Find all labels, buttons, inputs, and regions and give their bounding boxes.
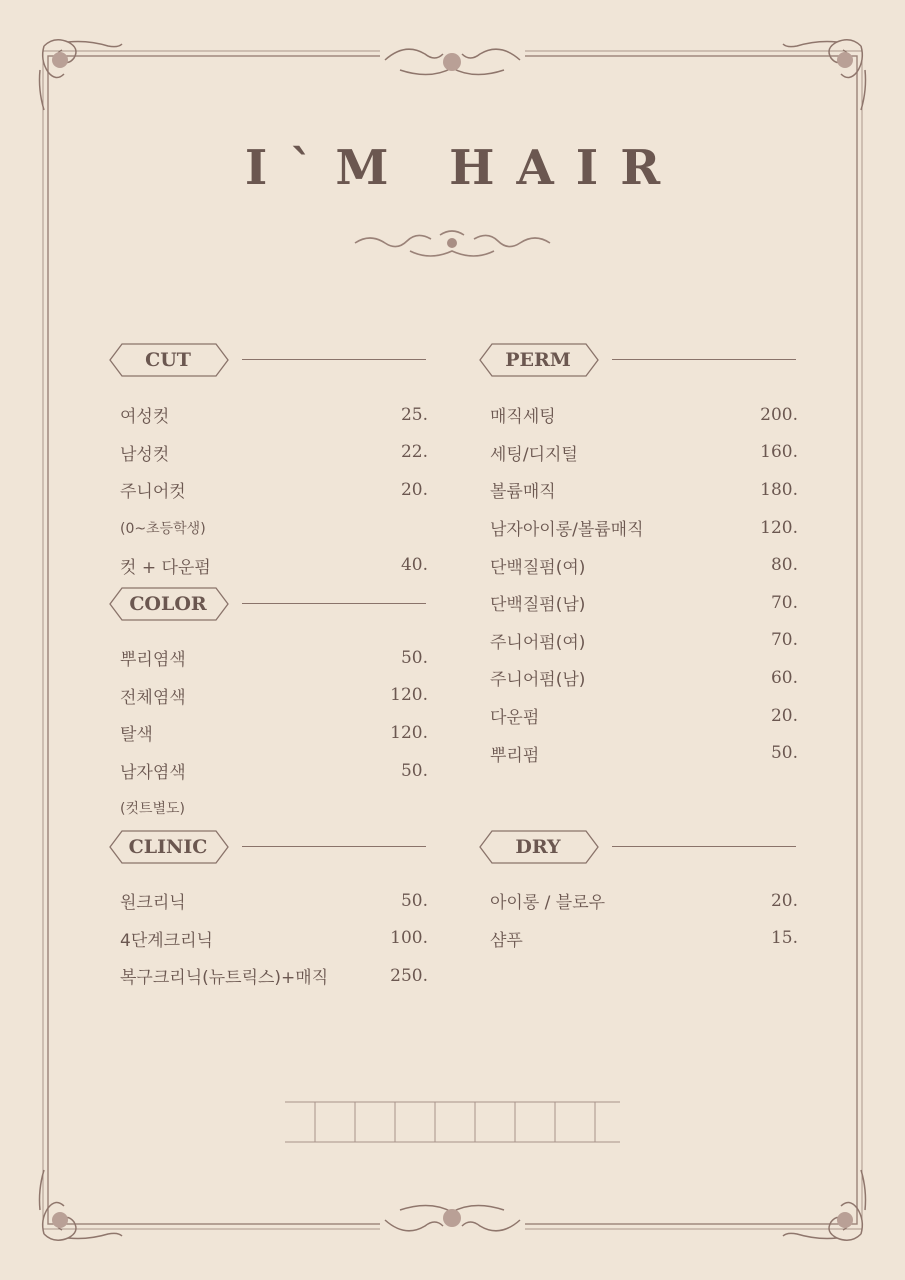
item-price: 120. — [390, 722, 428, 743]
item-price: 50. — [770, 743, 798, 764]
section-rule — [242, 359, 426, 360]
list-item — [490, 734, 798, 772]
item-price: 22. — [400, 442, 428, 463]
list-item — [120, 639, 428, 677]
section-label-dry: DRY — [515, 836, 561, 858]
item-name: 주니어펌(남) — [490, 670, 586, 691]
item-price: 20. — [770, 705, 798, 726]
cut-item-list — [120, 396, 428, 584]
list-item — [120, 471, 428, 509]
list-item — [490, 622, 798, 660]
section-header-perm — [478, 343, 798, 377]
item-name: 주니어컷 — [120, 482, 186, 503]
salon-title: I`M HAIR — [244, 140, 683, 196]
item-price: 180. — [760, 479, 798, 500]
list-item — [120, 714, 428, 752]
corner-ornament-top-right — [783, 40, 866, 110]
list-item — [120, 882, 428, 920]
list-item — [120, 957, 428, 995]
item-price: 80. — [770, 555, 798, 576]
list-item — [490, 697, 798, 735]
corner-ornament-bottom-right — [783, 1170, 866, 1240]
top-center-ornament — [380, 48, 525, 75]
section-label-cut: CUT — [145, 349, 191, 371]
list-item — [120, 752, 428, 790]
item-name: 매직세팅 — [490, 407, 556, 428]
item-name: 탈색 — [120, 725, 153, 746]
list-item — [120, 396, 428, 434]
item-name: 단백질펌(여) — [490, 557, 586, 578]
list-item — [120, 434, 428, 472]
item-name: 남성컷 — [120, 444, 170, 465]
item-price: 50. — [400, 760, 428, 781]
item-price: 60. — [770, 667, 798, 688]
section-label-perm: PERM — [505, 349, 571, 371]
item-price: 15. — [770, 928, 798, 949]
item-price: 70. — [770, 630, 798, 651]
item-name: 남자염색 — [120, 763, 186, 784]
list-item — [490, 882, 798, 920]
corner-ornament-top-left — [40, 40, 123, 110]
item-name: 세팅/디지털 — [490, 444, 578, 465]
list-item — [120, 920, 428, 958]
list-item-note — [120, 789, 428, 827]
item-name: 다운펌 — [490, 708, 540, 729]
item-price: 50. — [400, 647, 428, 668]
item-price: 120. — [760, 517, 798, 538]
section-label-color: COLOR — [129, 593, 207, 615]
section-rule — [242, 603, 426, 604]
item-price: 250. — [390, 965, 428, 986]
item-name: 복구크리닉(뉴트릭스)+매직 — [120, 968, 329, 989]
list-item — [490, 546, 798, 584]
list-item — [120, 677, 428, 715]
item-name: 뿌리펌 — [490, 745, 540, 766]
clinic-item-list — [120, 882, 428, 995]
list-item — [490, 434, 798, 472]
item-name: 여성컷 — [120, 407, 170, 428]
item-name: 컷 + 다운펌 — [120, 557, 211, 578]
item-name: 단백질펌(남) — [490, 595, 586, 616]
section-rule — [242, 846, 426, 847]
item-note: (0~초등학생) — [120, 520, 206, 537]
color-item-list — [120, 639, 428, 827]
item-price: 20. — [400, 479, 428, 500]
list-item — [490, 396, 798, 434]
item-price: 70. — [770, 592, 798, 613]
stamp-card-boxes — [285, 1100, 620, 1144]
list-item — [120, 546, 428, 584]
item-price: 40. — [400, 555, 428, 576]
item-name: 샴푸 — [490, 930, 523, 951]
item-price: 100. — [390, 928, 428, 949]
item-name: 아이롱 / 블로우 — [490, 893, 606, 914]
item-name: 남자아이롱/볼륨매직 — [490, 520, 644, 541]
bottom-center-ornament — [380, 1205, 525, 1232]
item-price: 50. — [400, 890, 428, 911]
item-price: 200. — [760, 404, 798, 425]
item-price: 25. — [400, 404, 428, 425]
list-item — [490, 659, 798, 697]
corner-ornament-bottom-left — [40, 1170, 123, 1240]
item-note: (컷트별도) — [120, 801, 186, 818]
item-name: 주니어펌(여) — [490, 632, 586, 653]
list-item — [490, 509, 798, 547]
section-rule — [612, 846, 796, 847]
item-price: 120. — [390, 685, 428, 706]
title-flourish-icon — [350, 225, 555, 265]
section-header-cut — [108, 343, 428, 377]
list-item — [490, 584, 798, 622]
item-name: 원크리닉 — [120, 893, 186, 914]
section-header-clinic — [108, 830, 428, 864]
item-name: 볼륨매직 — [490, 482, 556, 503]
item-name: 전체염색 — [120, 687, 186, 708]
list-item-note — [120, 509, 428, 547]
section-header-color — [108, 587, 428, 621]
list-item — [490, 471, 798, 509]
section-label-clinic: CLINIC — [128, 836, 208, 858]
section-rule — [612, 359, 796, 360]
section-header-dry — [478, 830, 798, 864]
item-price: 160. — [760, 442, 798, 463]
perm-item-list — [490, 396, 798, 772]
dry-item-list — [490, 882, 798, 957]
item-name: 4단계크리닉 — [120, 930, 213, 951]
item-name: 뿌리염색 — [120, 650, 186, 671]
item-price: 20. — [770, 890, 798, 911]
list-item — [490, 920, 798, 958]
